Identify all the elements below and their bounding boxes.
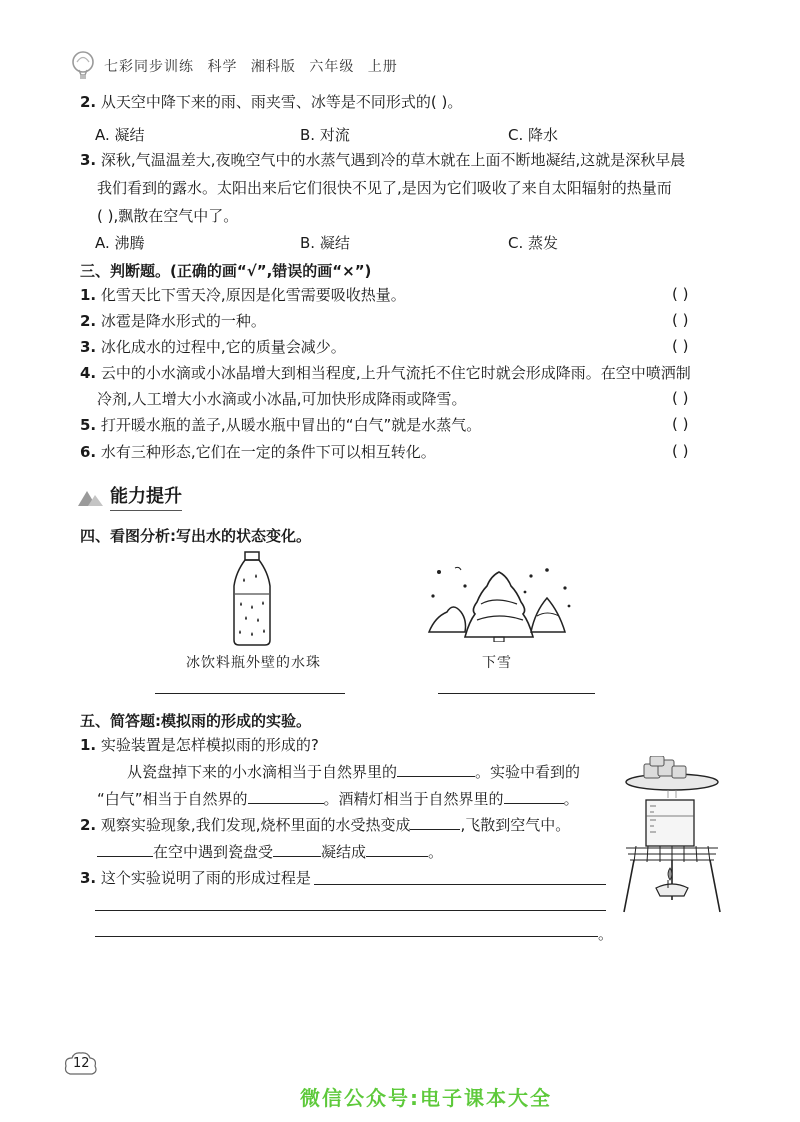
question-3: 3. 深秋,气温温差大,夜晚空气中的水蒸气遇到冷的草木就在上面不断地凝结,这就是深秋早晨 bbox=[80, 151, 686, 169]
section-5-title: 五、简答题:模拟雨的形成的实验。 bbox=[80, 712, 312, 730]
blank-2c[interactable] bbox=[273, 842, 321, 857]
short-answer-3: 3. 这个实验说明了雨的形成过程是 bbox=[80, 869, 311, 887]
page-header bbox=[70, 50, 398, 82]
caption-bottle: 冰饮料瓶外壁的水珠 bbox=[186, 655, 321, 671]
answer-paren-6[interactable]: ( ) bbox=[672, 442, 689, 460]
section-banner bbox=[76, 482, 182, 511]
blank-2a[interactable] bbox=[410, 815, 460, 830]
judge-item-2: 2. 冰雹是降水形式的一种。 bbox=[80, 312, 266, 330]
short-answer-2-line-b: 在空中遇到瓷盘受 凝结成 。 bbox=[97, 842, 443, 862]
short-answer-1: 1. 实验装置是怎样模拟雨的形成的? bbox=[80, 736, 319, 754]
bottle-illustration bbox=[228, 550, 276, 648]
answer-line-3b[interactable] bbox=[95, 910, 606, 911]
answer-line-3a[interactable] bbox=[314, 884, 606, 885]
mountain-icon bbox=[76, 487, 104, 507]
answer-paren-2[interactable]: ( ) bbox=[672, 311, 689, 329]
question-2: 2. 从天空中降下来的雨、雨夹雪、冰等是不同形式的( )。 bbox=[80, 93, 463, 111]
q2-option-c: C. 降水 bbox=[508, 126, 559, 144]
judge-item-3: 3. 冰化成水的过程中,它的质量会减少。 bbox=[80, 338, 346, 356]
q2-option-b: B. 对流 bbox=[300, 126, 350, 144]
section-banner-label: 能力提升 bbox=[110, 482, 182, 511]
question-3-line-2: 我们看到的露水。太阳出来后它们很快不见了,是因为它们吸收了来自太阳辐射的热量而 bbox=[97, 179, 672, 197]
question-3-line-3: ( ),飘散在空气中了。 bbox=[97, 207, 239, 225]
caption-snow: 下雪 bbox=[482, 655, 512, 671]
q3-option-c: C. 蒸发 bbox=[508, 234, 559, 252]
section-3-title: 三、判断题。(正确的画“√”,错误的画“×”) bbox=[80, 262, 372, 280]
footer-watermark: 微信公众号:电子课本大全 bbox=[300, 1086, 552, 1110]
blank-2b[interactable] bbox=[97, 842, 153, 857]
page-number-badge bbox=[64, 1050, 98, 1080]
answer-line-bottle[interactable] bbox=[155, 693, 345, 694]
short-answer-1-line-a: 从瓷盘掉下来的小水滴相当于自然界里的 。实验中看到的 bbox=[127, 763, 581, 781]
answer-line-snow[interactable] bbox=[438, 693, 595, 694]
blank-1a[interactable] bbox=[397, 762, 475, 777]
section-4-title: 四、看图分析:写出水的状态变化。 bbox=[80, 527, 312, 545]
header-title: 七彩同步训练 科学 湘科版 六年级 上册 bbox=[104, 59, 398, 75]
judge-item-5: 5. 打开暖水瓶的盖子,从暖水瓶中冒出的“白气”就是水蒸气。 bbox=[80, 416, 482, 434]
judge-item-4: 4. 云中的小水滴或小冰晶增大到相当程度,上升气流托不住它时就会形成降雨。在空中喷洒制 bbox=[80, 364, 691, 382]
blank-1c[interactable] bbox=[504, 789, 564, 804]
judge-item-6: 6. 水有三种形态,它们在一定的条件下可以相互转化。 bbox=[80, 443, 436, 461]
short-answer-2: 2. 观察实验现象,我们发现,烧杯里面的水受热变成 ,飞散到空气中。 bbox=[80, 816, 571, 834]
balloon-logo-icon bbox=[70, 51, 96, 81]
answer-line-3c[interactable] bbox=[95, 936, 598, 937]
q3-option-a: A. 沸腾 bbox=[95, 234, 145, 252]
q2-option-a: A. 凝结 bbox=[95, 126, 145, 144]
blank-2d[interactable] bbox=[366, 842, 428, 857]
blank-1b[interactable] bbox=[248, 789, 324, 804]
page-number: 12 bbox=[73, 1056, 90, 1071]
answer-end-period: 。 bbox=[598, 925, 614, 943]
snow-trees-illustration bbox=[425, 562, 575, 642]
answer-paren-1[interactable]: ( ) bbox=[672, 285, 689, 303]
short-answer-1-line-b: “白气”相当于自然界的 。酒精灯相当于自然界里的 。 bbox=[97, 790, 579, 808]
answer-paren-3[interactable]: ( ) bbox=[672, 337, 689, 355]
answer-paren-4[interactable]: ( ) bbox=[672, 389, 689, 407]
experiment-apparatus-illustration bbox=[620, 756, 724, 914]
judge-item-4-line-2: 冷剂,人工增大小水滴或小冰晶,可加快形成降雨或降雪。 bbox=[97, 390, 467, 408]
q3-option-b: B. 凝结 bbox=[300, 234, 350, 252]
answer-paren-5[interactable]: ( ) bbox=[672, 415, 689, 433]
judge-item-1: 1. 化雪天比下雪天冷,原因是化雪需要吸收热量。 bbox=[80, 286, 406, 304]
